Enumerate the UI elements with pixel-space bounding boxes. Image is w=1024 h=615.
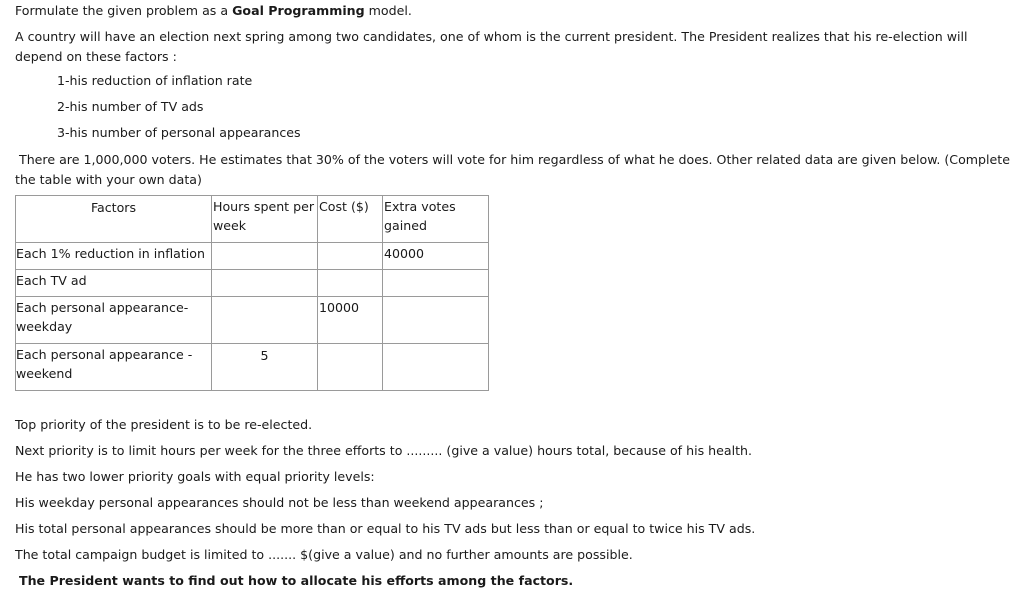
table-header-row bbox=[16, 196, 489, 243]
table-row bbox=[16, 270, 489, 297]
cell-hours: 5 bbox=[212, 344, 318, 391]
intro-line bbox=[15, 2, 412, 20]
header-hours: Hours spent per week bbox=[212, 196, 318, 243]
cell-cost bbox=[318, 344, 383, 391]
factor-list-item-2: 2-his number of TV ads bbox=[57, 99, 204, 114]
table-row bbox=[16, 243, 489, 270]
voters-text: There are 1,000,000 voters. He estimates that 30% of the voters will vote for him regardless of what he does. Other related data are given below. (Complete the table with your own data) bbox=[15, 152, 1010, 187]
factor-list-item-3: 3-his number of personal appearances bbox=[57, 125, 301, 140]
scenario-paragraph: A country will have an election next spring among two candidates, one of whom is the current president. The President realizes that his re-election will depend on these factors : bbox=[15, 29, 968, 64]
cell-cost bbox=[318, 270, 383, 297]
header-cost: Cost ($) bbox=[318, 196, 383, 243]
goal-line-4: His weekday personal appearances should not be less than weekend appearances ; bbox=[15, 495, 544, 510]
cell-votes bbox=[383, 270, 489, 297]
cell-votes bbox=[383, 344, 489, 391]
factor-list-item-1: 1-his reduction of inflation rate bbox=[57, 73, 253, 88]
cell-factor: Each personal appearance - weekend bbox=[16, 344, 212, 391]
cell-cost: 10000 bbox=[318, 297, 383, 344]
cell-factor: Each TV ad bbox=[16, 270, 212, 297]
goal-line-5: His total personal appearances should be more than or equal to his TV ads but less than or equal to twice his TV ads. bbox=[15, 521, 756, 536]
voters-paragraph bbox=[15, 150, 1015, 189]
cell-factor: Each personal appearance-weekday bbox=[16, 297, 212, 344]
cell-hours bbox=[212, 270, 318, 297]
header-factors: Factors bbox=[16, 196, 212, 243]
cell-votes: 40000 bbox=[383, 243, 489, 270]
intro-suffix: model. bbox=[364, 3, 412, 18]
table-row bbox=[16, 344, 489, 391]
cell-hours bbox=[212, 243, 318, 270]
intro-prefix: Formulate the given problem as a bbox=[15, 3, 233, 18]
table-row bbox=[16, 297, 489, 344]
header-votes: Extra votes gained bbox=[383, 196, 489, 243]
cell-votes bbox=[383, 297, 489, 344]
cell-cost bbox=[318, 243, 383, 270]
factors-table bbox=[15, 195, 489, 391]
intro-emphasis: Goal Programming bbox=[232, 3, 365, 18]
conclusion-line: The President wants to find out how to allocate his efforts among the factors. bbox=[19, 573, 574, 588]
cell-factor: Each 1% reduction in inflation bbox=[16, 243, 212, 270]
cell-hours bbox=[212, 297, 318, 344]
goal-line-2: Next priority is to limit hours per week for the three efforts to ......... (give a value) hours total, because of his health. bbox=[15, 443, 753, 458]
goal-line-6: The total campaign budget is limited to ....... $(give a value) and no further amounts are possible. bbox=[15, 547, 633, 562]
goal-line-3: He has two lower priority goals with equal priority levels: bbox=[15, 469, 375, 484]
goal-line-1: Top priority of the president is to be re-elected. bbox=[15, 417, 313, 432]
